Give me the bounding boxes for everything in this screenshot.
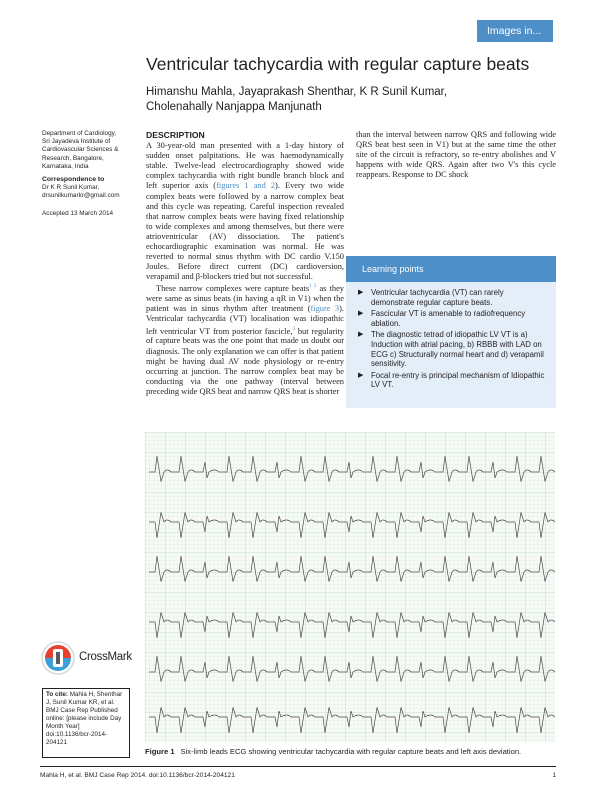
figure-label: Figure 1 [145,747,175,756]
crossmark-badge[interactable] [40,640,140,676]
accepted-date: Accepted 13 March 2014 [42,209,114,217]
author-line: Himanshu Mahla, Jayaprakash Shenthar, K R Sunil Kumar, [146,86,448,98]
paragraph-text: ). Every two wide complex beats were followed by a narrow complex beat and this cycle was repeating. Careful inspection revealed that narrow complex beats were having fixed relationship to wide complexes and among themselves, but there were atrioventricular (AV) dissociation. The patient's echocardiographic examination was normal. He was reverted to normal sinus rhythm with DC cardio V.150 Joules. Before direct current (DC) cardioversion, verapamil and β-blockers tried but not successful. [146,181,344,282]
figure-link[interactable]: figures 1 and 2 [216,181,276,191]
affiliation-line: Karnataka, India [42,162,89,170]
figure-caption-text: Six-limb leads ECG showing ventricular tachycardia with regular capture beats and left axis deviation. [180,747,522,756]
section-heading: DESCRIPTION [146,130,205,140]
list-item [358,309,548,328]
learning-points-list [346,282,556,390]
affiliation-line: Department of Cardiology, [42,130,117,137]
figure-link[interactable]: figure 3 [310,304,340,314]
footer-rule [40,766,556,767]
affiliation-line: Cardiovascular Sciences & [42,146,119,154]
paragraph-text: ). Ventricular tachycardia (VT) localisation was idiopathic left ventricular VT from posterior fascicle, [146,304,345,336]
correspondence-email[interactable]: drsunilkumarkr@gmail.com [42,192,120,200]
triangle-bullet-icon: ▶ [358,331,364,339]
section-tab: Images in... [477,20,553,42]
paragraph-text: A 30-year-old man presented with a 1-day history of sudden onset palpitations. He was haemodynamically stable. Twelve-lead electrocardiography showed wide complex tachycardia with right bundle branch block and left superior axis ( [146,141,344,191]
ecg-figure-image [145,432,555,742]
body-column-right [356,130,556,180]
learning-points-box [346,256,556,408]
triangle-bullet-icon: ▶ [358,289,364,296]
triangle-bullet-icon: ▶ [358,310,364,318]
paragraph-1 [146,141,344,282]
affiliation [42,130,130,171]
crossmark-icon [40,640,76,676]
reference-link[interactable]: 3 [292,326,295,332]
cite-text: Mahla H, Shenthar J, Sunil Kumar KR, et al. BMJ Case Rep Published online: [please include Day Month Year] doi:10.1136/bcr-2014-204121 [46,691,123,746]
correspondence-name: Dr K R Sunil Kumar, [42,184,100,192]
author-list [146,85,566,115]
footer-citation: Mahla H, et al. BMJ Case Rep 2014. doi:10.1136/bcr-2014-204121 [40,772,235,779]
paragraph-2 [146,282,344,397]
reference-link[interactable]: 1 2 [309,284,317,290]
list-item [358,371,548,390]
affiliation-line: Sri Jayadeva Institute of [42,138,111,146]
list-item-text: Focal re-entry is principal mechanism of Idiopathic LV VT. [371,370,545,390]
list-item-text: The diagnostic tetrad of idiopathic LV VT is a) Induction with atrial pacing, b) RBBB with LAD on ECG c) Structurally normal heart and d) verapamil sensitivity. [371,330,544,369]
list-item [358,288,548,307]
list-item-text: Ventricular tachycardia (VT) can rarely demonstrate regular capture beats. [371,288,504,307]
list-item [358,330,548,368]
cite-label: To cite: [46,691,68,698]
paragraph-text: These narrow complexes were capture beats [156,284,310,294]
list-item-text: Fascicular VT is amenable to radiofrequency ablation. [371,309,526,328]
affiliation-line: Research, Bangalore, [42,154,104,162]
triangle-bullet-icon: ▶ [358,371,364,379]
paragraph-continued: than the interval between narrow QRS and following wide QRS beat best seen in V1) but at the same time the other site of the circuit is refractory, so re-entry abolishes and V happens with wide QRS. Again after two V's this cycle reappears. Response to DC shock [356,130,556,180]
paragraph-text: but regularity of capture beats was the one point that made us doubt our diagnosis. The only explanation we can offer is that patient might be having dual AV node physiology or re-entry occurring at junction. The narrow complex beat may be conducting via the one pathway (interval between preceding wide QRS beat and narrow QRS beat is shorter [146,326,344,396]
author-line: Cholenahally Nanjappa Manjunath [146,101,322,113]
crossmark-label: CrossMark [79,651,132,663]
correspondence-heading: Correspondence to [42,176,105,184]
paragraph-text: as they were same as sinus beats (in having a qR in V1) when the patient was in sinus rhythm after treatment ( [146,284,344,314]
learning-points-heading: Learning points [346,256,556,282]
page-footer [40,772,556,779]
cite-box [42,688,130,758]
article-title: Ventricular tachycardia with regular capture beats [146,54,530,74]
sidebar [42,130,130,218]
figure-caption [145,747,565,756]
body-column-left [146,130,344,397]
page-number: 1 [552,772,556,779]
